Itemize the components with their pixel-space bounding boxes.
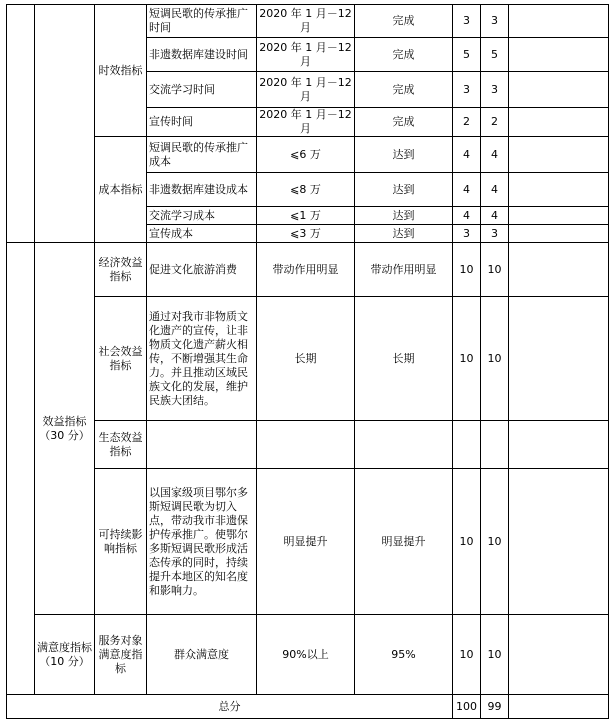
cell-actual: 完成 bbox=[355, 5, 453, 38]
cell-target: ⩽8 万 bbox=[257, 173, 355, 207]
total-weight: 100 bbox=[453, 695, 481, 719]
cell-target: 明显提升 bbox=[257, 469, 355, 615]
cell-score: 10 bbox=[481, 297, 509, 421]
cell-score: 5 bbox=[481, 38, 509, 72]
cell-target: 2020 年 1 月－12 月 bbox=[257, 108, 355, 137]
cell-score: 3 bbox=[481, 225, 509, 243]
cell-score: 10 bbox=[481, 469, 509, 615]
cell-note bbox=[509, 207, 609, 225]
table-row bbox=[7, 137, 609, 173]
cell-level3 bbox=[147, 421, 257, 469]
cell-level3: 宣传成本 bbox=[147, 225, 257, 243]
cell-weight: 10 bbox=[453, 297, 481, 421]
cell-level2: 可持续影响指标 bbox=[95, 469, 147, 615]
cell-level2: 经济效益指标 bbox=[95, 243, 147, 297]
cell-level3: 短调民歌的传承推广时间 bbox=[147, 5, 257, 38]
cell-weight: 4 bbox=[453, 207, 481, 225]
cell-target bbox=[257, 421, 355, 469]
cell-level1: 效益指标（30 分） bbox=[35, 243, 95, 615]
cell-actual: 完成 bbox=[355, 72, 453, 108]
total-score: 99 bbox=[481, 695, 509, 719]
cell-note bbox=[509, 297, 609, 421]
cell-note bbox=[509, 225, 609, 243]
cell-target: ⩽1 万 bbox=[257, 207, 355, 225]
cell-actual: 长期 bbox=[355, 297, 453, 421]
cell-target: ⩽3 万 bbox=[257, 225, 355, 243]
cell-weight bbox=[453, 421, 481, 469]
cell-score: 2 bbox=[481, 108, 509, 137]
cell-weight: 3 bbox=[453, 5, 481, 38]
cell-level3: 群众满意度 bbox=[147, 615, 257, 695]
cell-note bbox=[509, 469, 609, 615]
cell-actual: 达到 bbox=[355, 173, 453, 207]
cell-target: 2020 年 1 月－12 月 bbox=[257, 38, 355, 72]
performance-table bbox=[6, 4, 609, 719]
cell-target: 2020 年 1 月－12 月 bbox=[257, 72, 355, 108]
cell-blank bbox=[7, 5, 35, 243]
cell-score: 10 bbox=[481, 615, 509, 695]
cell-note bbox=[509, 243, 609, 297]
table-row bbox=[7, 615, 609, 695]
cell-level3: 非遗数据库建设时间 bbox=[147, 38, 257, 72]
cell-level2: 服务对象满意度指标 bbox=[95, 615, 147, 695]
cell-score: 3 bbox=[481, 5, 509, 38]
total-row bbox=[7, 695, 609, 719]
cell-note bbox=[509, 421, 609, 469]
cell-target: 长期 bbox=[257, 297, 355, 421]
cell-score: 4 bbox=[481, 207, 509, 225]
cell-level3: 短调民歌的传承推广成本 bbox=[147, 137, 257, 173]
cell-actual: 完成 bbox=[355, 108, 453, 137]
cell-note bbox=[509, 72, 609, 108]
cell-level3: 以国家级项目鄂尔多斯短调民歌为切入点，带动我市非遗保护传承推广。使鄂尔多斯短调民歌形成活态传承的同时，持续提升本地区的知名度和影响力。 bbox=[147, 469, 257, 615]
cell-level3: 交流学习成本 bbox=[147, 207, 257, 225]
cell-level3: 宣传时间 bbox=[147, 108, 257, 137]
cell-level3: 促进文化旅游消费 bbox=[147, 243, 257, 297]
cell-level3: 交流学习时间 bbox=[147, 72, 257, 108]
cell-weight: 4 bbox=[453, 173, 481, 207]
cell-level3: 通过对我市非物质文化遗产的宣传，让非物质文化遗产薪火相传，不断增强其生命力。并且推动区域民族文化的发展，维护民族大团结。 bbox=[147, 297, 257, 421]
cell-score: 3 bbox=[481, 72, 509, 108]
cell-score: 4 bbox=[481, 137, 509, 173]
table-row bbox=[7, 421, 609, 469]
cell-level1-empty bbox=[35, 5, 95, 243]
cell-note bbox=[509, 38, 609, 72]
cell-weight: 10 bbox=[453, 615, 481, 695]
cell-score: 4 bbox=[481, 173, 509, 207]
cell-note bbox=[509, 137, 609, 173]
cell-actual: 95% bbox=[355, 615, 453, 695]
cell-actual: 达到 bbox=[355, 207, 453, 225]
cell-target: 2020 年 1 月－12 月 bbox=[257, 5, 355, 38]
cell-score bbox=[481, 421, 509, 469]
cell-weight: 2 bbox=[453, 108, 481, 137]
cell-weight: 4 bbox=[453, 137, 481, 173]
total-label: 总分 bbox=[7, 695, 453, 719]
cell-actual bbox=[355, 421, 453, 469]
cell-level2: 时效指标 bbox=[95, 5, 147, 137]
cell-target: 带动作用明显 bbox=[257, 243, 355, 297]
cell-actual: 达到 bbox=[355, 137, 453, 173]
cell-level2: 生态效益指标 bbox=[95, 421, 147, 469]
cell-weight: 3 bbox=[453, 72, 481, 108]
cell-actual: 达到 bbox=[355, 225, 453, 243]
cell-target: ⩽6 万 bbox=[257, 137, 355, 173]
table-row bbox=[7, 297, 609, 421]
table-row bbox=[7, 469, 609, 615]
cell-note bbox=[509, 615, 609, 695]
cell-note bbox=[509, 108, 609, 137]
cell-weight: 10 bbox=[453, 243, 481, 297]
cell-level1: 满意度指标（10 分） bbox=[35, 615, 95, 695]
cell-actual: 带动作用明显 bbox=[355, 243, 453, 297]
cell-target: 90%以上 bbox=[257, 615, 355, 695]
table-row bbox=[7, 243, 609, 297]
cell-blank bbox=[7, 243, 35, 695]
cell-note bbox=[509, 5, 609, 38]
cell-actual: 完成 bbox=[355, 38, 453, 72]
cell-note bbox=[509, 695, 609, 719]
cell-level2: 社会效益指标 bbox=[95, 297, 147, 421]
cell-level3: 非遗数据库建设成本 bbox=[147, 173, 257, 207]
table-row bbox=[7, 5, 609, 38]
cell-score: 10 bbox=[481, 243, 509, 297]
cell-note bbox=[509, 173, 609, 207]
cell-weight: 3 bbox=[453, 225, 481, 243]
cell-weight: 5 bbox=[453, 38, 481, 72]
cell-weight: 10 bbox=[453, 469, 481, 615]
cell-actual: 明显提升 bbox=[355, 469, 453, 615]
cell-level2: 成本指标 bbox=[95, 137, 147, 243]
